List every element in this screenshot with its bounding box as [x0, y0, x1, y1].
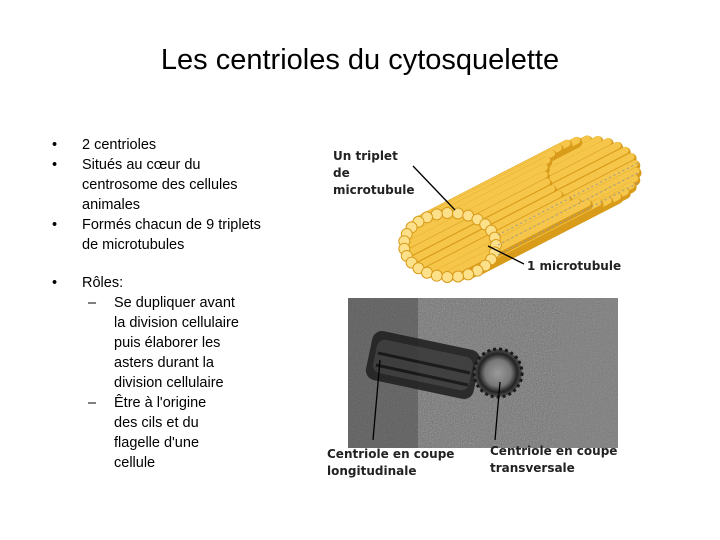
sub-bullet-text: Se dupliquer avant la division cellulaire puis élaborer les asters durant la division cellulaire — [114, 295, 239, 391]
dash-icon: – — [88, 295, 97, 311]
bullet-text: Formés chacun de 9 triplets de microtubules — [82, 217, 261, 253]
bullet-dot-icon: • — [52, 157, 58, 173]
sub-bullet-text: Être à l'origine des cils et du flagelle d'une cellule — [114, 395, 207, 471]
bullet-dot-icon: • — [52, 217, 58, 233]
dash-icon: – — [88, 395, 97, 411]
label-triplet: Un triplet de microtubule — [333, 149, 415, 197]
label-microtubule: 1 microtubule — [527, 259, 622, 273]
bullet-text: Situés au cœur du centrosome des cellules animales — [82, 157, 238, 213]
bullet-dot-icon: • — [52, 275, 58, 291]
label-longitudinal: Centriole en coupe longitudinale — [327, 447, 455, 478]
bullet-text: 2 centrioles — [82, 137, 157, 153]
slide-title: Les centrioles du cytosquelette — [160, 44, 560, 76]
label-transversal: Centriole en coupe transversale — [490, 444, 618, 475]
bullet-dot-icon: • — [52, 137, 58, 153]
bullet-text: Rôles: — [82, 275, 124, 291]
